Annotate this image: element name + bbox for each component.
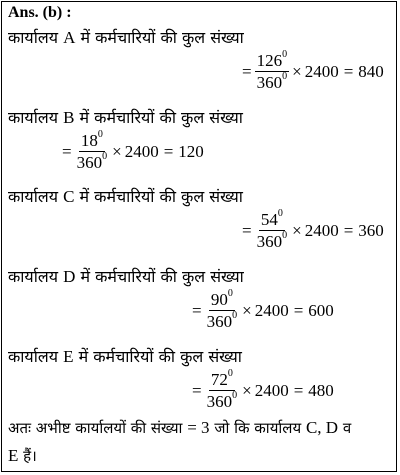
office-letter: C [63, 187, 75, 206]
label-suffix: में कर्मचारियों की कुल संख्या [79, 108, 243, 127]
label-prefix: कार्यालय [8, 28, 58, 47]
office-c-label [8, 185, 243, 207]
times-sign: × [292, 220, 302, 240]
numerator: 54 [260, 210, 278, 229]
times-sign: × [242, 380, 252, 400]
label-prefix: कार्यालय [8, 347, 58, 366]
numerator: 126 [256, 51, 283, 70]
conjunction: व [342, 419, 352, 437]
label-suffix: में कर्मचारियों की कुल संख्या [79, 187, 243, 206]
office-b-equation: = $\frac{18^0}{360^0}$ × 2400 = 120 [62, 129, 204, 172]
total-employees: 2400 [254, 300, 289, 320]
office-d-equation: = $\frac{90^0}{360^0}$ × 2400 = 600 [192, 288, 334, 331]
total-employees: 2400 [304, 220, 339, 240]
office-letters: C, D [305, 418, 339, 437]
denominator: 360 [256, 72, 283, 92]
degree-sup: 0 [232, 310, 238, 322]
conclusion-line-2 [8, 442, 394, 470]
label-prefix: कार्यालय [8, 108, 58, 127]
office-letter: A [63, 28, 76, 47]
result: 360 [358, 220, 384, 240]
office-d-label [8, 265, 244, 287]
degree-sup: 0 [282, 230, 288, 242]
conclusion-line-1 [8, 414, 394, 442]
degree-sup: 0 [102, 151, 108, 163]
degree-sup: 0 [282, 71, 288, 83]
total-employees: 2400 [254, 380, 289, 400]
answer-box [1, 1, 397, 472]
total-employees: 2400 [124, 141, 159, 161]
denominator: 360 [206, 391, 233, 411]
label-suffix: में कर्मचारियों की कुल संख्या [80, 28, 244, 47]
degree-sup: 0 [282, 49, 288, 61]
equals-value: = 3 [187, 418, 210, 437]
office-letter: B [63, 108, 75, 127]
degree-sup: 0 [227, 368, 233, 380]
numerator: 90 [210, 290, 228, 309]
conclusion-text: हैं। [23, 447, 37, 465]
label-prefix: कार्यालय [8, 187, 58, 206]
numerator: 72 [210, 370, 228, 389]
label-suffix: में कर्मचारियों की कुल संख्या [78, 347, 242, 366]
times-sign: × [292, 61, 302, 81]
numerator: 18 [80, 131, 98, 150]
office-e-equation: = $\frac{72^0}{360^0}$ × 2400 = 480 [192, 368, 334, 411]
office-c-equation: = $\frac{54^0}{360^0}$ × 2400 = 360 [242, 208, 384, 251]
office-letter: D [63, 267, 76, 286]
degree-sup: 0 [277, 208, 283, 220]
degree-sup: 0 [232, 390, 238, 402]
times-sign: × [242, 300, 252, 320]
office-letter: E [8, 446, 19, 465]
office-letter: E [63, 347, 74, 366]
denominator: 360 [76, 152, 103, 172]
times-sign: × [112, 141, 122, 161]
fraction [205, 368, 240, 411]
conclusion-text: अतः अभीष्ट कार्यालयों की संख्या [8, 419, 183, 437]
answer-heading: Ans. (b) : [8, 4, 72, 21]
office-a-equation: = $\frac{126^0}{360^0}$ × 2400 = 840 [242, 49, 384, 92]
label-prefix: कार्यालय [8, 267, 58, 286]
total-employees: 2400 [304, 61, 339, 81]
fraction [255, 49, 290, 92]
denominator: 360 [256, 231, 283, 251]
degree-sup: 0 [227, 288, 233, 300]
denominator: 360 [206, 311, 233, 331]
fraction [205, 288, 240, 331]
office-a-label [8, 26, 244, 48]
result: 840 [358, 61, 384, 81]
result: 480 [308, 380, 334, 400]
result: 120 [178, 141, 204, 161]
office-e-label [8, 345, 242, 367]
office-b-label [8, 106, 243, 128]
conclusion-text: जो कि कार्यालय [214, 419, 302, 437]
label-suffix: में कर्मचारियों की कुल संख्या [80, 267, 244, 286]
result: 600 [308, 300, 334, 320]
fraction [75, 129, 110, 172]
conclusion [8, 414, 394, 470]
degree-sup: 0 [97, 129, 103, 141]
fraction [255, 208, 290, 251]
